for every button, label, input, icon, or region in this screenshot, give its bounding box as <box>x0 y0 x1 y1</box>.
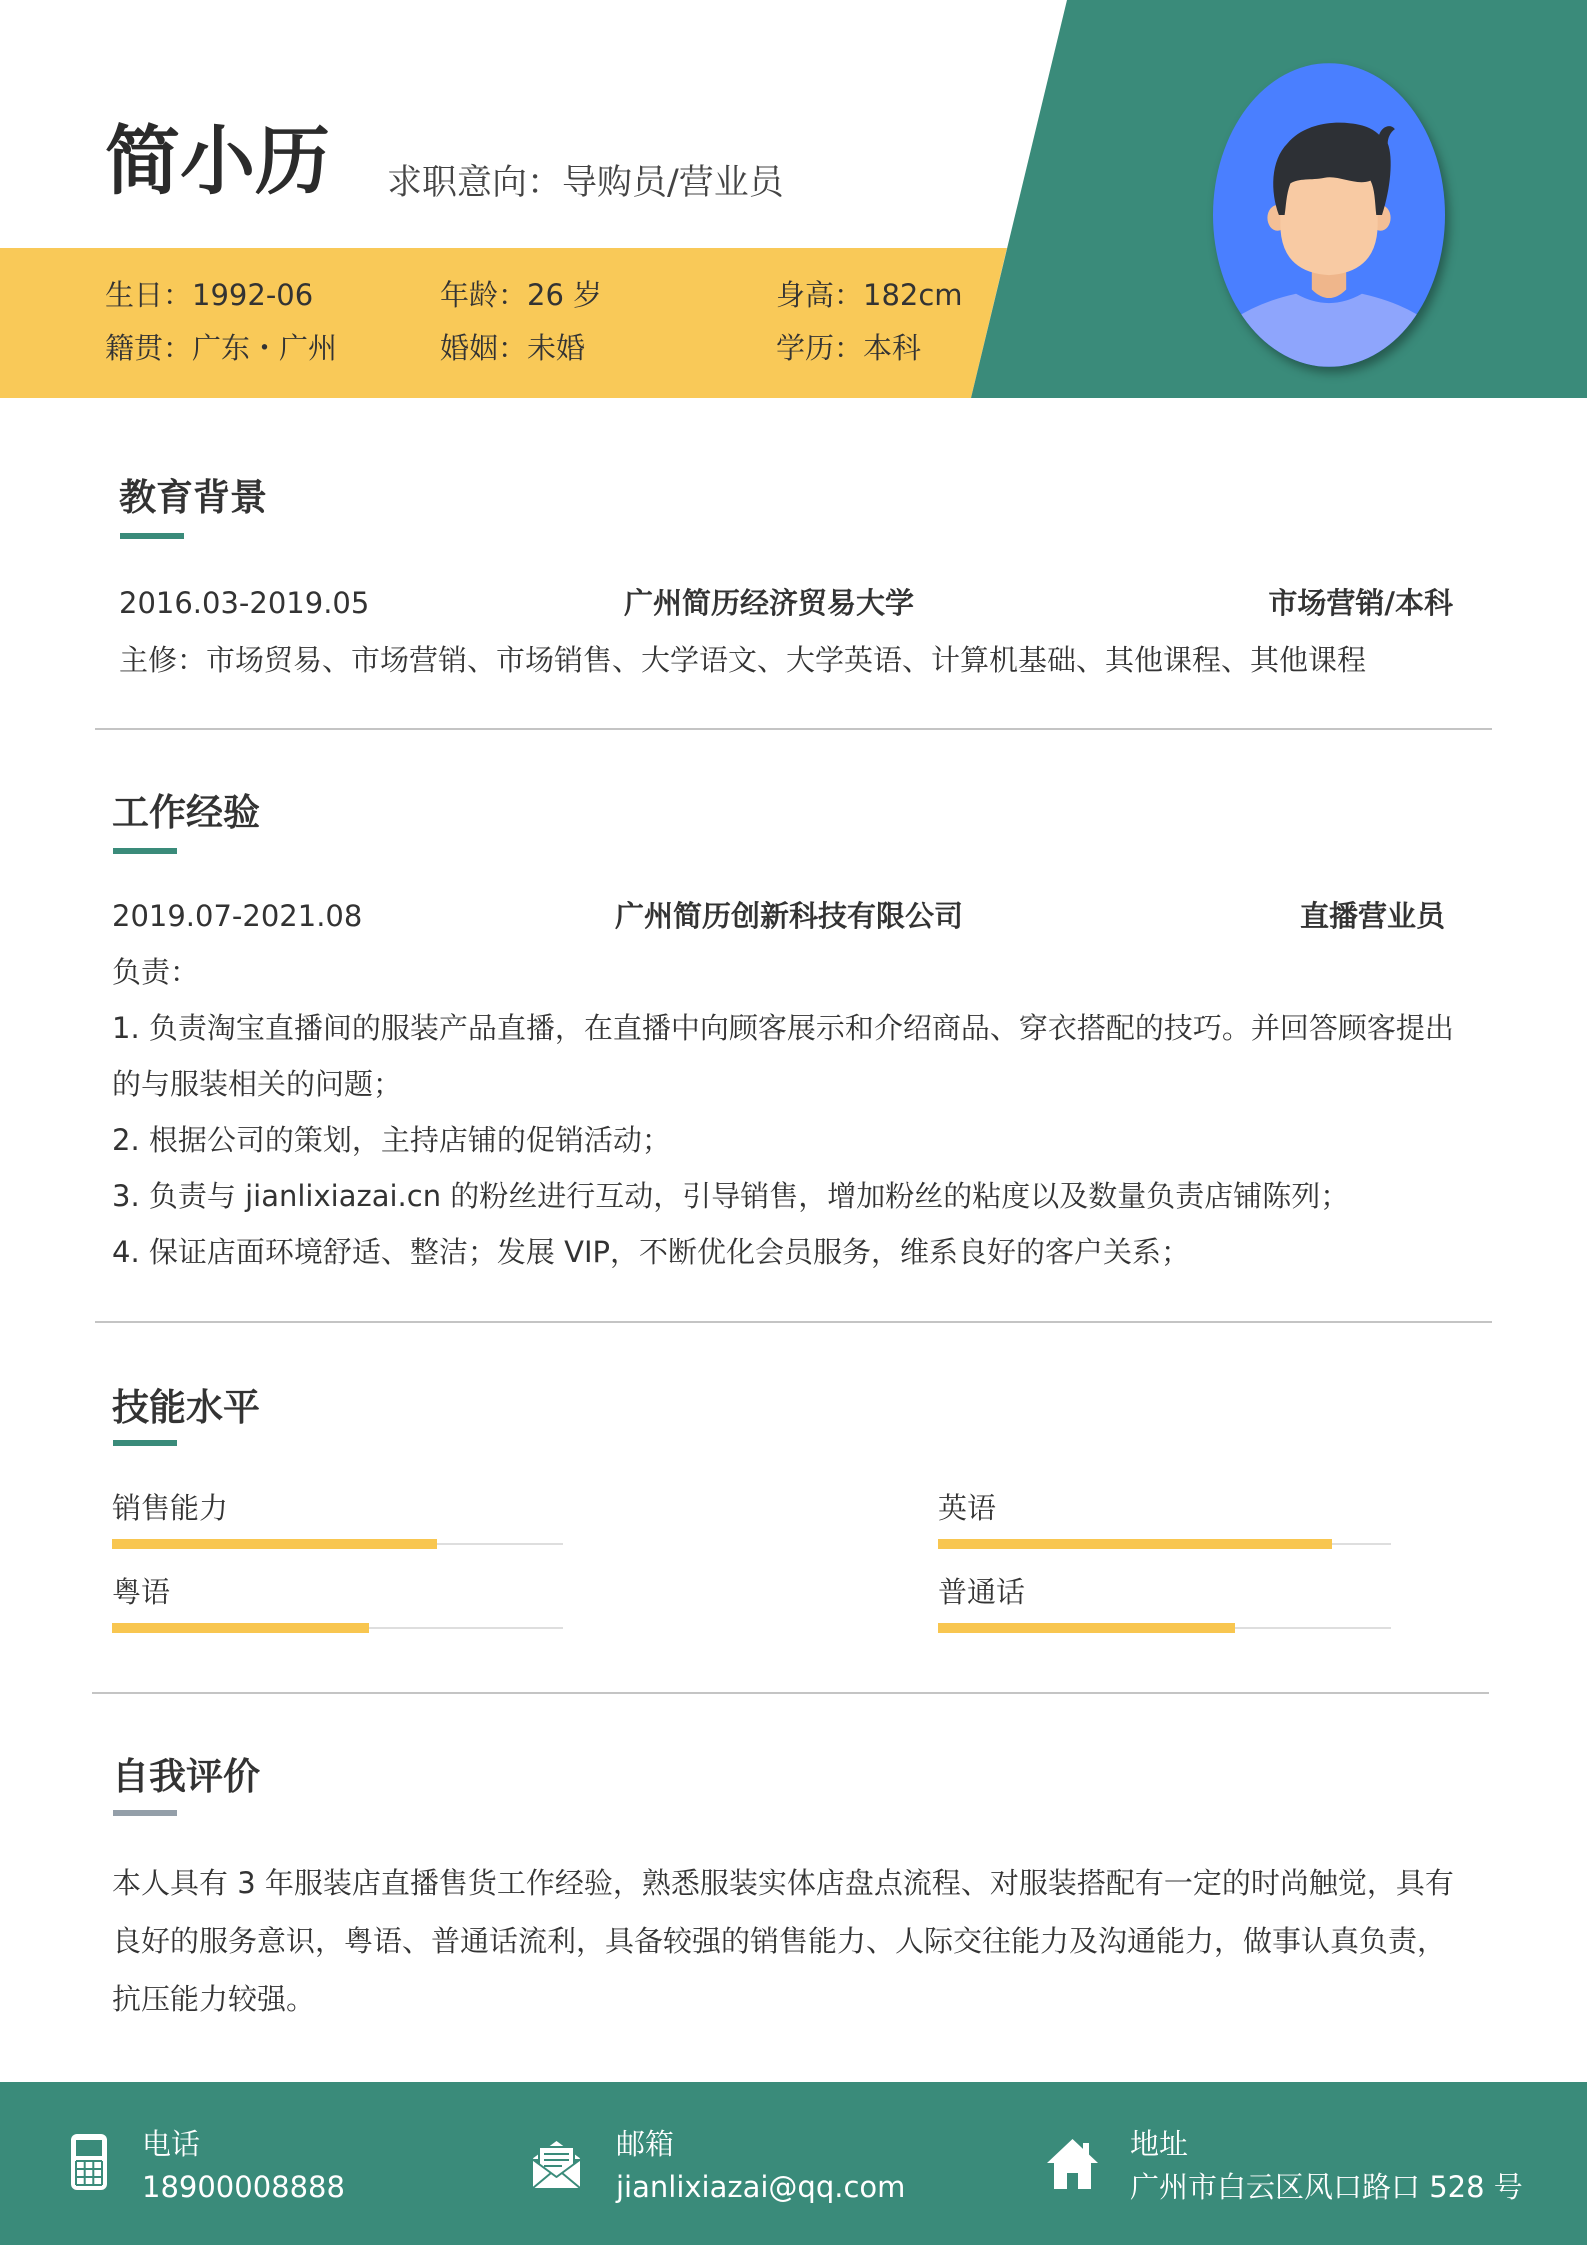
education-major: 市场营销/本科 <box>1268 586 1453 620</box>
skill-bar <box>112 1623 563 1633</box>
section-underline <box>113 848 177 854</box>
candidate-name: 简小历 <box>105 117 331 205</box>
work-line: 的与服装相关的问题； <box>112 1067 403 1101</box>
section-divider <box>95 1321 1492 1323</box>
skill-label: 普通话 <box>938 1575 1026 1609</box>
work-company: 广州简历创新科技有限公司 <box>614 899 964 933</box>
contact-value-address: 广州市白云区风口路口 528 号 <box>1130 2170 1523 2204</box>
section-underline <box>113 1440 177 1446</box>
contact-value-phone: 18900008888 <box>142 2170 345 2204</box>
contact-value-email: jianlixiazai@qq.com <box>616 2170 906 2204</box>
info-label: 生日： <box>105 278 193 312</box>
work-description <box>112 944 1454 1280</box>
info-height <box>776 275 963 315</box>
section-underline <box>113 1810 177 1816</box>
self-evaluation-line: 抗压能力较强。 <box>112 1982 316 2016</box>
work-position: 直播营业员 <box>1299 899 1445 933</box>
self-evaluation-line: 本人具有 3 年服装店直播售货工作经验，熟悉服装实体店盘点流程、对服装搭配有一定的时尚触觉，具有 <box>112 1866 1454 1900</box>
info-marital <box>440 328 585 368</box>
education-courses: 主修：市场贸易、市场营销、市场销售、大学语文、大学英语、计算机基础、其他课程、其他课程 <box>119 643 1367 677</box>
section-title-skills: 技能水平 <box>112 1386 260 1429</box>
contact-label-email: 邮箱 <box>616 2127 675 2161</box>
skill-label: 粤语 <box>112 1575 171 1609</box>
info-label: 籍贯： <box>105 331 193 365</box>
info-value: 182cm <box>863 278 963 312</box>
job-intent: 求职意向：导购员/营业员 <box>387 163 784 203</box>
phone-icon <box>69 2132 109 2192</box>
info-education <box>776 328 921 368</box>
work-period: 2019.07-2021.08 <box>112 899 363 933</box>
info-birthday <box>105 275 313 315</box>
section-title-self-evaluation: 自我评价 <box>112 1755 260 1798</box>
info-value: 未婚 <box>527 331 586 365</box>
mail-icon <box>530 2137 583 2191</box>
info-value: 1992-06 <box>192 278 314 312</box>
contact-footer <box>0 2082 1587 2245</box>
info-label: 年龄： <box>440 278 528 312</box>
info-label: 学历： <box>776 331 864 365</box>
skill-bar-fill <box>938 1539 1332 1549</box>
skill-bar-fill <box>938 1623 1235 1633</box>
skill-bar-fill <box>112 1539 437 1549</box>
self-evaluation-line: 良好的服务意识，粤语、普通话流利，具备较强的销售能力、人际交往能力及沟通能力，做事认真负责， <box>112 1924 1447 1958</box>
skill-label: 英语 <box>938 1491 997 1525</box>
work-line: 4. 保证店面环境舒适、整洁；发展 VIP，不断优化会员服务，维系良好的客户关系； <box>112 1235 1190 1269</box>
education-period: 2016.03-2019.05 <box>119 586 370 620</box>
info-value: 广东・广州 <box>192 331 338 365</box>
skill-bar <box>112 1539 563 1549</box>
info-label: 婚姻： <box>440 331 528 365</box>
work-line: 2. 根据公司的策划，主持店铺的促销活动； <box>112 1123 671 1157</box>
contact-label-phone: 电话 <box>142 2127 201 2161</box>
section-title-education: 教育背景 <box>119 476 267 519</box>
work-line: 1. 负责淘宝直播间的服装产品直播，在直播中向顾客展示和介绍商品、穿衣搭配的技巧。并回答顾客提出 <box>112 1011 1454 1045</box>
work-line: 3. 负责与 jianlixiazai.cn 的粉丝进行互动，引导销售，增加粉丝的粘度以及数量负责店铺陈列； <box>112 1179 1350 1213</box>
avatar <box>1213 63 1445 367</box>
home-icon <box>1045 2137 1100 2191</box>
section-divider <box>95 728 1492 730</box>
info-label: 身高： <box>776 278 864 312</box>
skill-bar-fill <box>112 1623 369 1633</box>
self-evaluation-text <box>112 1854 1454 2028</box>
info-hometown <box>105 328 337 368</box>
section-underline <box>120 533 184 539</box>
contact-label-address: 地址 <box>1130 2127 1189 2161</box>
yellow-info-band <box>0 248 1007 398</box>
section-divider <box>92 1692 1489 1694</box>
work-line: 负责： <box>112 955 200 989</box>
section-title-work: 工作经验 <box>112 791 260 834</box>
info-value: 26 岁 <box>527 278 603 312</box>
skill-bar <box>938 1623 1391 1633</box>
skill-label: 销售能力 <box>112 1491 229 1525</box>
skill-bar <box>938 1539 1391 1549</box>
education-school: 广州简历经济贸易大学 <box>623 586 915 620</box>
info-age <box>440 275 602 315</box>
info-value: 本科 <box>863 331 922 365</box>
